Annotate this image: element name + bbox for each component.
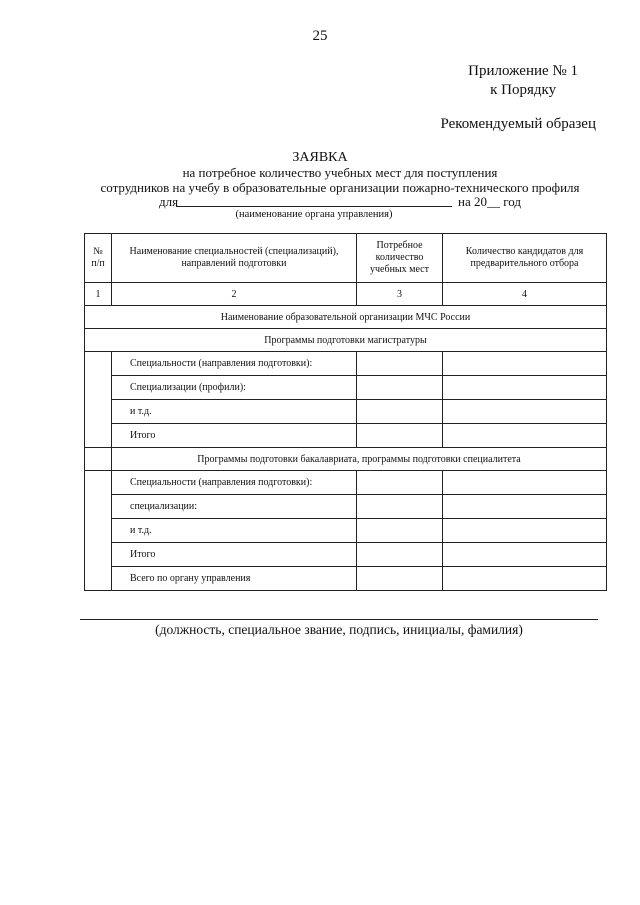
row-number-cell bbox=[85, 448, 112, 471]
table-row bbox=[85, 495, 607, 519]
row-number-cell[interactable] bbox=[85, 471, 112, 591]
subtitle-line-2: сотрудников на учебу в образовательные организации пожарно-технического профиля bbox=[100, 180, 580, 195]
table-row bbox=[85, 471, 607, 495]
application-table bbox=[84, 233, 607, 591]
section-header-row bbox=[85, 329, 607, 352]
row-label: Специальности (направления подготовки): bbox=[112, 471, 357, 495]
candidates-cell[interactable] bbox=[443, 495, 607, 519]
section-header-row bbox=[85, 448, 607, 471]
header-candidates: Количество кандидатов для предварительного отбора bbox=[443, 234, 607, 283]
table-row bbox=[85, 519, 607, 543]
signature-line bbox=[80, 619, 598, 620]
candidates-cell[interactable] bbox=[443, 471, 607, 495]
appendix-line-1: Приложение № 1 bbox=[468, 63, 578, 79]
seats-cell[interactable] bbox=[357, 519, 443, 543]
signature-hint: (должность, специальное звание, подпись, инициалы, фамилия) bbox=[155, 622, 523, 637]
table-row bbox=[85, 543, 607, 567]
row-label: и т.д. bbox=[112, 519, 357, 543]
row-label: специализации: bbox=[112, 495, 357, 519]
table-row bbox=[85, 352, 607, 376]
appendix-line-2: к Порядку bbox=[490, 82, 557, 98]
header-number: № п/п bbox=[85, 234, 112, 283]
section-bachelor-title: Программы подготовки бакалавриата, программы подготовки специалитета bbox=[112, 448, 607, 471]
table-row bbox=[85, 400, 607, 424]
seats-cell[interactable] bbox=[357, 424, 443, 448]
column-number: 4 bbox=[443, 283, 607, 306]
column-numbers-row bbox=[85, 283, 607, 306]
seats-cell[interactable] bbox=[357, 495, 443, 519]
row-number-cell[interactable] bbox=[85, 352, 112, 448]
candidates-cell[interactable] bbox=[443, 376, 607, 400]
row-label: Специальности (направления подготовки): bbox=[112, 352, 357, 376]
table-row bbox=[85, 424, 607, 448]
table-row bbox=[85, 567, 607, 591]
header-specialty: Наименование специальностей (специализаций), направлений подготовки bbox=[112, 234, 357, 283]
table-row bbox=[85, 376, 607, 400]
row-label: и т.д. bbox=[112, 400, 357, 424]
candidates-cell[interactable] bbox=[443, 400, 607, 424]
sample-label: Рекомендуемый образец bbox=[440, 116, 596, 132]
org-name-cell: Наименование образовательной организации МЧС России bbox=[85, 306, 607, 329]
subtitle-line-1: на потребное количество учебных мест для поступления bbox=[182, 165, 498, 180]
year-text: на 20__ год bbox=[458, 194, 521, 209]
seats-cell[interactable] bbox=[357, 471, 443, 495]
column-number: 2 bbox=[112, 283, 357, 306]
row-label: Всего по органу управления bbox=[112, 567, 357, 591]
seats-cell[interactable] bbox=[357, 352, 443, 376]
row-label: Итого bbox=[112, 424, 357, 448]
header-seats: Потребное количество учебных мест bbox=[357, 234, 443, 283]
header-row bbox=[85, 234, 607, 283]
seats-cell[interactable] bbox=[357, 376, 443, 400]
authority-blank-line bbox=[176, 206, 452, 207]
seats-cell[interactable] bbox=[357, 543, 443, 567]
seats-cell[interactable] bbox=[357, 567, 443, 591]
page-number: 25 bbox=[312, 28, 328, 44]
row-label: Итого bbox=[112, 543, 357, 567]
section-master-title: Программы подготовки магистратуры bbox=[85, 329, 607, 352]
candidates-cell[interactable] bbox=[443, 424, 607, 448]
document-title: ЗАЯВКА bbox=[292, 150, 348, 165]
column-number: 3 bbox=[357, 283, 443, 306]
candidates-cell[interactable] bbox=[443, 543, 607, 567]
seats-cell[interactable] bbox=[357, 400, 443, 424]
candidates-cell[interactable] bbox=[443, 352, 607, 376]
candidates-cell[interactable] bbox=[443, 519, 607, 543]
row-label: Специализации (профили): bbox=[112, 376, 357, 400]
column-number: 1 bbox=[85, 283, 112, 306]
for-word: для bbox=[159, 194, 179, 209]
candidates-cell[interactable] bbox=[443, 567, 607, 591]
authority-hint: (наименование органа управления) bbox=[235, 209, 393, 220]
org-name-row bbox=[85, 306, 607, 329]
appendix-label bbox=[468, 62, 578, 100]
